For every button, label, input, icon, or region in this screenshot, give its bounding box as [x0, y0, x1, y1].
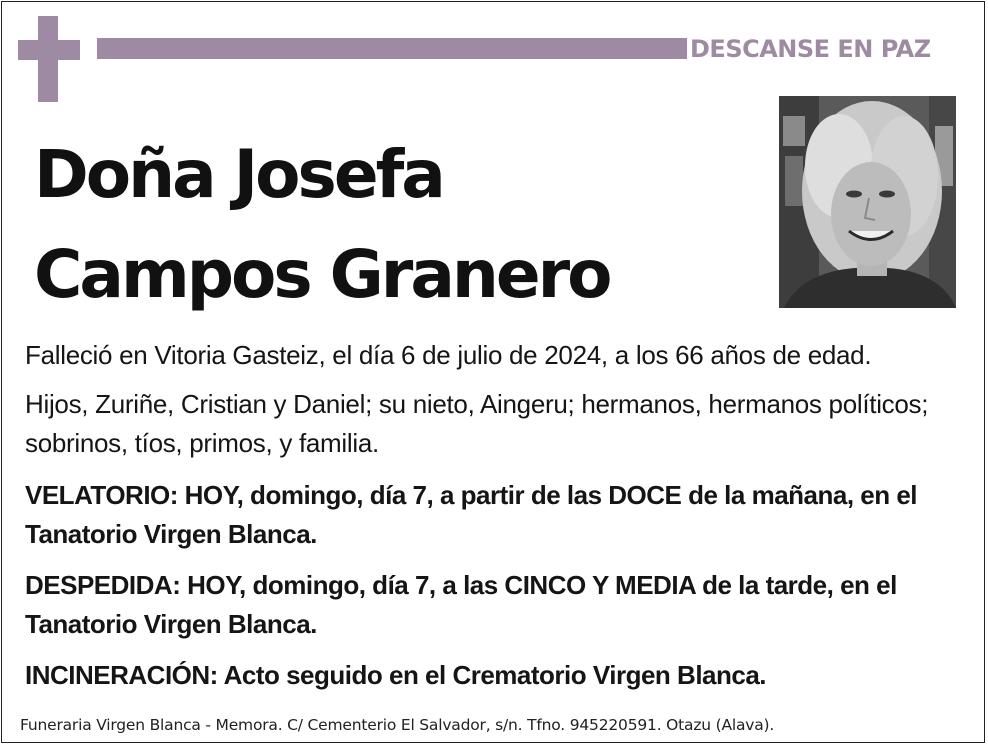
family-list: Hijos, Zuriñe, Cristian y Daniel; su nieto, Aingeru; hermanos, hermanos políticos; sobrinos, tíos, primos, y familia. — [25, 389, 929, 458]
deceased-name-line-1: Doña Josefa — [34, 136, 443, 213]
cross-icon-horizontal — [18, 40, 80, 60]
wake-details: VELATORIO: HOY, domingo, día 7, a partir de las DOCE de la mañana, en el Tanatorio Virgen Blanca. — [25, 480, 918, 549]
deceased-name-line-2: Campos Granero — [34, 236, 610, 313]
header-rule — [97, 38, 687, 59]
cremation-details: INCINERACIÓN: Acto seguido en el Crematorio Virgen Blanca. — [25, 660, 767, 690]
farewell-details: DESPEDIDA: HOY, domingo, día 7, a las CINCO Y MEDIA de la tarde, en el Tanatorio Virgen Blanca. — [25, 570, 897, 639]
funeral-home-footer: Funeraria Virgen Blanca - Memora. C/ Cementerio El Salvador, s/n. Tfno. 945220591. Otazu (Alava). — [20, 716, 775, 734]
header-label: DESCANSE EN PAZ — [690, 35, 931, 63]
portrait-photo — [779, 96, 956, 308]
death-announcement: Falleció en Vitoria Gasteiz, el día 6 de julio de 2024, a los 66 años de edad. — [25, 340, 872, 370]
